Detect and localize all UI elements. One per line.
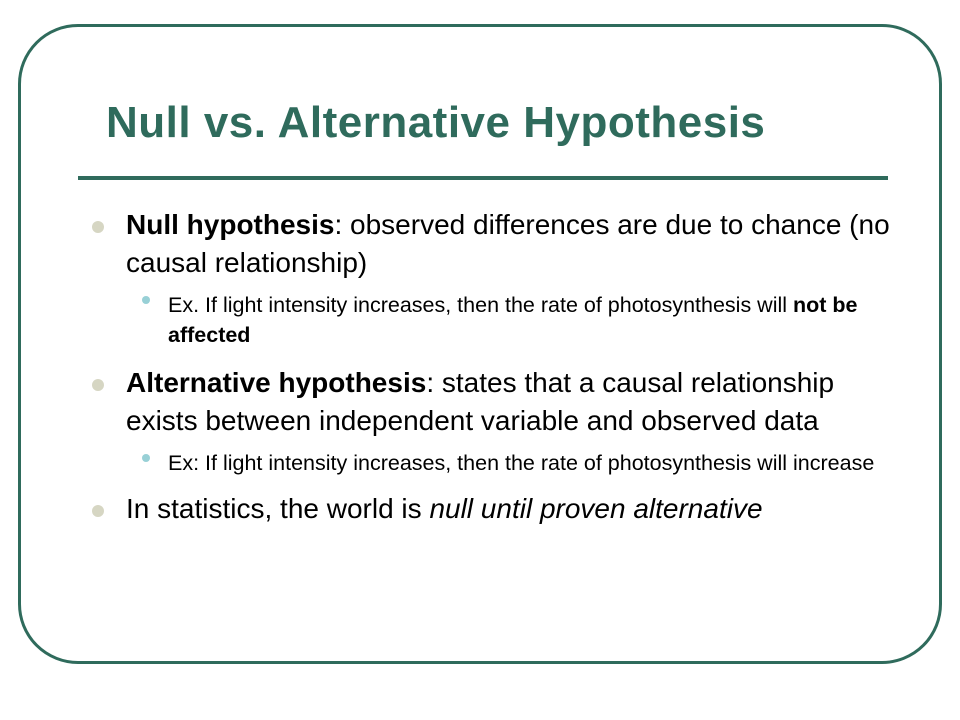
sub-bullet-emphasis: not be affected [168,293,858,347]
bullet-dot-icon [92,505,104,517]
sub-bullet-text: Ex. If light intensity increases, then the rate of photosynthesis will [168,293,794,317]
sub-bullet-null-example [92,290,892,350]
slide-body [92,206,892,528]
bullet-text: In statistics, the world is [126,493,430,524]
bullet-emphasis: null until proven alternative [429,493,763,524]
slide-title: Null vs. Alternative Hypothesis [106,98,766,147]
sub-bullet-alternative-example [92,448,892,478]
sub-bullet-dot-icon [142,296,150,304]
bullet-text: : states that a causal relationship exists between independent variable and observed data [126,367,835,436]
bullet-alternative-hypothesis [92,364,892,440]
bullet-statistics-note [92,490,892,528]
sub-bullet-dot-icon [142,454,150,462]
title-underline [78,176,888,180]
bullet-term: Alternative hypothesis [126,367,427,398]
bullet-dot-icon [92,221,104,233]
sub-bullet-text: Ex: If light intensity increases, then the rate of photosynthesis will increase [168,451,875,475]
bullet-term: Null hypothesis [126,209,335,240]
bullet-null-hypothesis [92,206,892,282]
bullet-text: : observed differences are due to chance (no causal relationship) [126,209,890,278]
bullet-dot-icon [92,379,104,391]
